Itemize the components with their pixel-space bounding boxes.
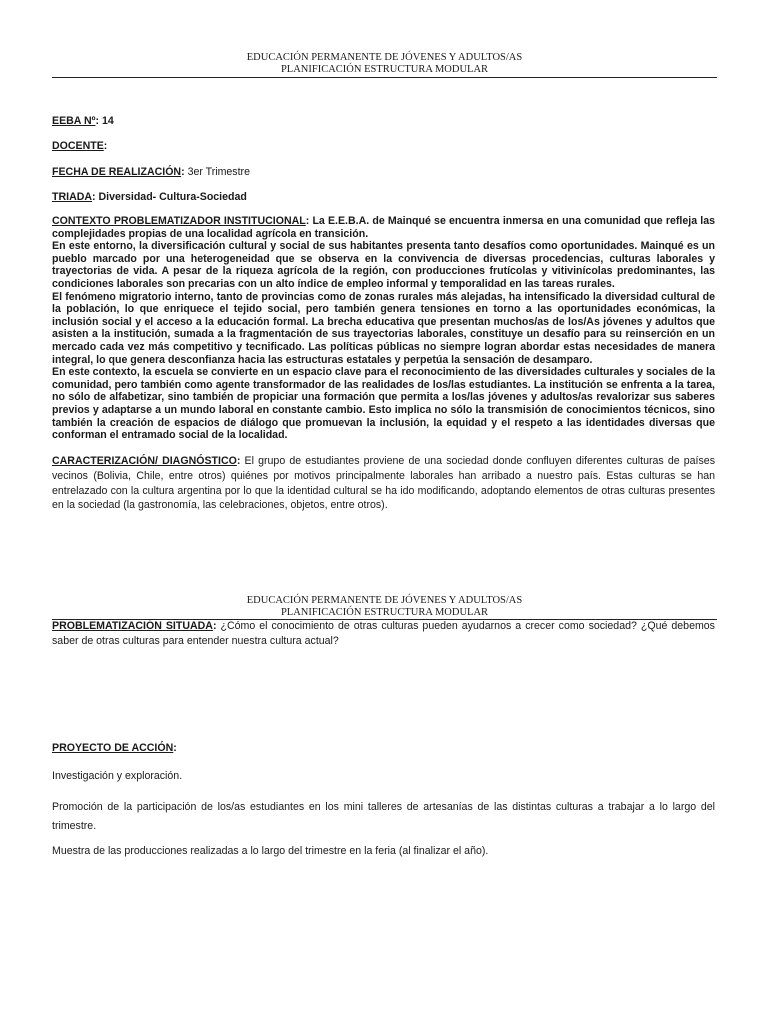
eeba-line (52, 115, 715, 128)
contexto-paragraph-4: En este contexto, la escuela se convierte en un espacio clave para el reconocimiento de las diversidades culturales y sociales de la comunidad, pero también como agente transformador de las realidades de los/las estudiantes. La institución se enfrenta a la tarea, no sólo de alfabetizar, sino también de propiciar una formación que permita a los/las jóvenes y adultos/as revalorizar sus saberes previos y adaptarse a un mundo laboral en constante cambio. Esto implica no sólo la transmisión de conocimientos técnicos, sino también la creación de espacios de diálogo que promuevan la inclusión, la equidad y el respeto a las identidades diversas que conforman el entramado social de la localidad. (52, 366, 715, 442)
problematizacion-colon: : (212, 620, 217, 632)
fecha-label: FECHA DE REALIZACIÓN (52, 166, 182, 178)
fecha-colon: : (181, 166, 185, 178)
proyecto-colon: : (173, 742, 177, 754)
proyecto-heading (52, 742, 715, 755)
header-line-2: PLANIFICACIÓN ESTRUCTURA MODULAR (280, 64, 489, 75)
contexto-label: CONTEXTO PROBLEMATIZADOR INSTITUCIONAL (52, 215, 306, 227)
proyecto-item-3: Muestra de las producciones realizadas a lo largo del trimestre en la feria (al finalizar el año). (52, 845, 489, 857)
header-line-2-repeat: PLANIFICACIÓN ESTRUCTURA MODULAR (280, 607, 489, 618)
caracterizacion-section (52, 454, 715, 513)
caracterizacion-label: CARACTERIZACIÓN/ DIAGNÓSTICO (52, 455, 237, 467)
contexto-paragraph-3: El fenómeno migratorio interno, tanto de provincias como de zonas rurales más alejadas, ha intensificado la diversidad cultural de la población, lo que enriquece el tejido social, pero también genera tensiones en torno a las oportunidades económicas, la inclusión social y el acceso a la educación formal. La brecha educativa que presentan muchos/as de los/As jóvenes y adultos que asisten a la institución, sumada a la fragmentación de sus trayectorias laborales, constituye un desafío para su reinserción en un mercado cada vez más competitivo y tecnificado. Las políticas públicas no siempre logran abordar estas necesidades de manera integral, lo que genera desconfianza hacia las estructuras estatales y perpetúa la sensación de desamparo. (52, 290, 715, 366)
problematizacion-text: ¿Cómo el conocimiento de otras culturas pueden ayudarnos a crecer como sociedad? ¿Qué debemos saber de otras culturas para entender nuestra cultura actual? (52, 620, 715, 647)
triada-value: : Diversidad- Cultura-Sociedad (92, 191, 247, 203)
triada-label: TRIADA (52, 191, 93, 203)
contexto-paragraph-1 (52, 215, 715, 240)
contexto-paragraph-2: En este entorno, la diversificación cultural y social de sus habitantes presenta tanto desafíos como oportunidades. Mainqué es un pueblo marcado por una heterogeneidad que se observa en la convivencia de diversas procedencias, culturas laborales y trayectorias de vida. A pesar de la riqueza agrícola de la región, con producciones frutícolas y vitivinícolas predominantes, las condiciones laborales son precarias con un alto índice de empleo informal y temporalidad en las tareas rurales. (52, 240, 715, 290)
header-line-1-repeat: EDUCACIÓN PERMANENTE DE JÓVENES Y ADULTOS/AS (246, 595, 523, 606)
caracterizacion-colon: : (236, 455, 241, 467)
page-header (52, 52, 717, 76)
triada-line (52, 191, 715, 204)
problematizacion-section (52, 619, 715, 649)
proyecto-item-1: Investigación y exploración. (52, 770, 183, 782)
eeba-label: EEBA Nº (52, 115, 96, 127)
fecha-value: 3er Trimestre (184, 166, 250, 178)
eeba-value: : 14 (95, 115, 114, 127)
header-divider (52, 77, 717, 78)
docente-label: DOCENTE (52, 140, 104, 152)
header-line-1: EDUCACIÓN PERMANENTE DE JÓVENES Y ADULTOS/AS (246, 52, 523, 63)
problematizacion-label: PROBLEMATIZACIÓN SITUADA (52, 620, 213, 632)
docente-line (52, 140, 715, 153)
proyecto-item-2: Promoción de la participación de los/as estudiantes en los mini talleres de artesanías de las distintas culturas a trabajar a lo largo del trimestre. (52, 801, 715, 832)
fecha-line (52, 166, 715, 179)
contexto-section (52, 215, 715, 442)
contexto-intro: : La E.E.B.A. de Mainqué se encuentra inmersa en una comunidad que refleja las complejidades propias de una localidad agrícola en transición. (52, 215, 715, 240)
docente-value: : (103, 140, 108, 152)
proyecto-label: PROYECTO DE ACCIÓN (52, 742, 174, 754)
caracterizacion-text: El grupo de estudiantes proviene de una sociedad donde confluyen diferentes culturas de países vecinos (Bolivia, Chile, entre otros) quiénes por motivos principalmente laborales han arribado a nuestro país. Estas culturas se han entrelazado con la cultura argentina por lo que la identidad cultural se ha ido modificando, adoptando elementos de otras culturas presentes en la sociedad (la gastronomía, las celebraciones, objetos, entre otros). (52, 455, 715, 512)
page-header-repeat (52, 595, 717, 619)
